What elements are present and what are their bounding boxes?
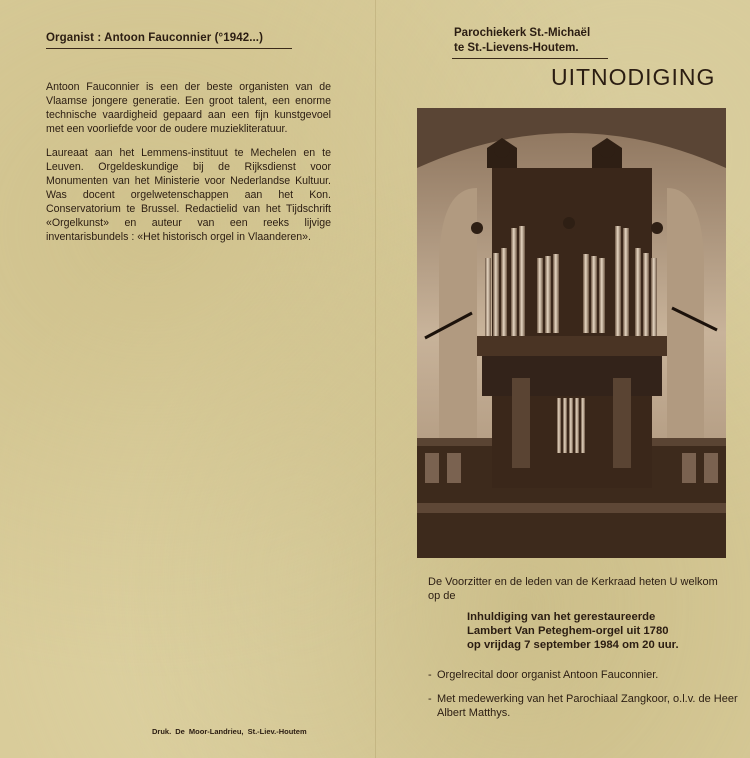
bullet-dash: - bbox=[428, 669, 432, 681]
program-item-text: Orgelrecital door organist Antoon Fauconnier. bbox=[437, 669, 659, 681]
bullet-dash: - bbox=[428, 693, 432, 705]
program-item bbox=[428, 668, 738, 682]
organ-illustration bbox=[417, 108, 726, 558]
event-details bbox=[467, 610, 737, 652]
church-name bbox=[454, 26, 602, 56]
invitation-title: UITNODIGING bbox=[551, 64, 716, 90]
church-underline bbox=[452, 58, 608, 59]
bio-paragraph: Antoon Fauconnier is een der beste organisten van de Vlaamse jongere generatie. Een groot talent, een enorme technische vaardigheid gepaard aan een fijn kunstgevoel met een voorliefde voor de oudere muziekliteratuur. bbox=[46, 81, 331, 135]
printer-credit: Druk. De Moor-Landrieu, St.-Liev.-Houtem bbox=[152, 727, 307, 736]
program-item-text: Met medewerking van het Parochiaal Zangkoor, o.l.v. de Heer Albert Matthys. bbox=[437, 693, 738, 719]
event-line: op vrijdag 7 september 1984 om 20 uur. bbox=[467, 639, 679, 651]
organist-bio bbox=[46, 80, 331, 254]
program-list bbox=[428, 668, 738, 730]
church-location-line: te St.-Lievens-Houtem. bbox=[454, 42, 579, 54]
right-page bbox=[375, 0, 750, 758]
organist-header: Organist : Antoon Fauconnier (°1942...) bbox=[46, 32, 292, 49]
church-name-line: Parochiekerk St.-Michaël bbox=[454, 27, 591, 39]
event-line: Lambert Van Peteghem-orgel uit 1780 bbox=[467, 625, 669, 637]
bio-paragraph: Laureaat aan het Lemmens-instituut te Mechelen en te Leuven. Orgeldeskundige bij de Rijksdienst voor Monumenten van het Ministerie voor Nederlandse Kultuur. Was docent orgelwetenschappen aan het Kon. Conservatorium te Brussel. Redactielid van het Tijdschrift «Orgelkunst» en auteur van een reeks lijvige inventarisbundels : «Het historisch orgel in Vlaanderen». bbox=[46, 147, 331, 243]
event-line: Inhuldiging van het gerestaureerde bbox=[467, 611, 656, 623]
invitation-text: De Voorzitter en de leden van de Kerkraad heten U welkom op de bbox=[428, 576, 718, 602]
organ-photo bbox=[417, 108, 726, 558]
program-item bbox=[428, 692, 738, 720]
